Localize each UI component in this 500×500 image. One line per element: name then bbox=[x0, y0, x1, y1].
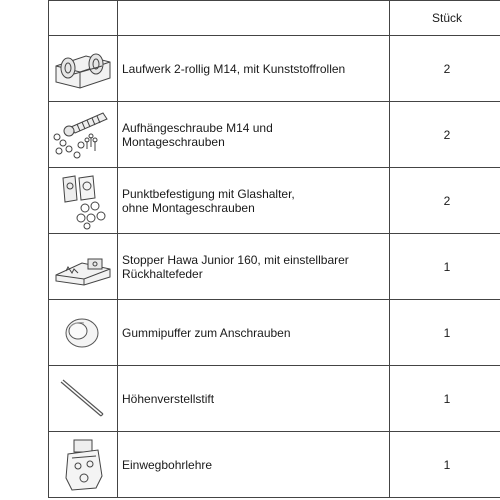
quantity-column-header: Stück bbox=[431, 11, 462, 25]
roller-carriage-icon bbox=[52, 44, 114, 94]
part-image-cell bbox=[49, 168, 118, 234]
part-quantity-cell bbox=[390, 102, 500, 168]
adjustment-pin-icon bbox=[55, 374, 111, 424]
table-row bbox=[49, 432, 500, 498]
part-description-cell bbox=[118, 234, 390, 300]
part-description-line: Rückhaltefeder bbox=[122, 266, 203, 281]
drill-template-icon bbox=[58, 436, 108, 494]
part-description-cell bbox=[118, 36, 390, 102]
glass-clamp-icon bbox=[55, 172, 111, 230]
part-quantity-cell bbox=[390, 168, 500, 234]
table-row bbox=[49, 168, 500, 234]
part-description-line: Punktbefestigung mit Glashalter, bbox=[122, 186, 295, 201]
part-quantity: 1 bbox=[443, 259, 451, 274]
part-quantity-cell bbox=[390, 366, 500, 432]
part-quantity-cell bbox=[390, 36, 500, 102]
part-description-line: Aufhängeschraube M14 und bbox=[122, 120, 273, 135]
part-quantity-cell bbox=[390, 432, 500, 498]
table-row bbox=[49, 234, 500, 300]
table-row bbox=[49, 366, 500, 432]
part-image-cell bbox=[49, 102, 118, 168]
part-description-line: Stopper Hawa Junior 160, mit einstellbarer bbox=[122, 252, 349, 267]
part-image-cell bbox=[49, 432, 118, 498]
table-header-row bbox=[49, 1, 500, 36]
parts-list-table bbox=[48, 0, 500, 498]
part-description-cell bbox=[118, 366, 390, 432]
part-image-cell bbox=[49, 234, 118, 300]
part-description-line: Montageschrauben bbox=[122, 134, 225, 149]
part-quantity: 2 bbox=[443, 61, 451, 76]
header-image-cell bbox=[49, 1, 118, 36]
part-description-line: Höhenverstellstift bbox=[122, 391, 215, 406]
header-quantity-cell bbox=[390, 1, 500, 36]
part-image-cell bbox=[49, 366, 118, 432]
part-quantity: 1 bbox=[443, 325, 451, 340]
part-image-cell bbox=[49, 300, 118, 366]
stopper-icon bbox=[52, 247, 114, 287]
part-description-cell bbox=[118, 102, 390, 168]
part-description-cell bbox=[118, 300, 390, 366]
part-description-line: Laufwerk 2-rollig M14, mit Kunststoffrollen bbox=[122, 61, 346, 76]
suspension-bolt-icon bbox=[51, 107, 115, 163]
part-description-cell bbox=[118, 168, 390, 234]
part-quantity: 1 bbox=[443, 391, 451, 406]
part-description-line: ohne Montageschrauben bbox=[122, 200, 255, 215]
part-quantity: 2 bbox=[443, 193, 451, 208]
part-quantity-cell bbox=[390, 234, 500, 300]
table-row bbox=[49, 102, 500, 168]
part-quantity: 2 bbox=[443, 127, 451, 142]
part-image-cell bbox=[49, 36, 118, 102]
rubber-buffer-icon bbox=[58, 313, 108, 353]
part-description-cell bbox=[118, 432, 390, 498]
part-description-line: Gummipuffer zum Anschrauben bbox=[122, 325, 291, 340]
table-row bbox=[49, 300, 500, 366]
part-description-line: Einwegbohrlehre bbox=[122, 457, 213, 472]
part-quantity-cell bbox=[390, 300, 500, 366]
part-quantity: 1 bbox=[443, 457, 451, 472]
header-description-cell bbox=[118, 1, 390, 36]
table-row bbox=[49, 36, 500, 102]
